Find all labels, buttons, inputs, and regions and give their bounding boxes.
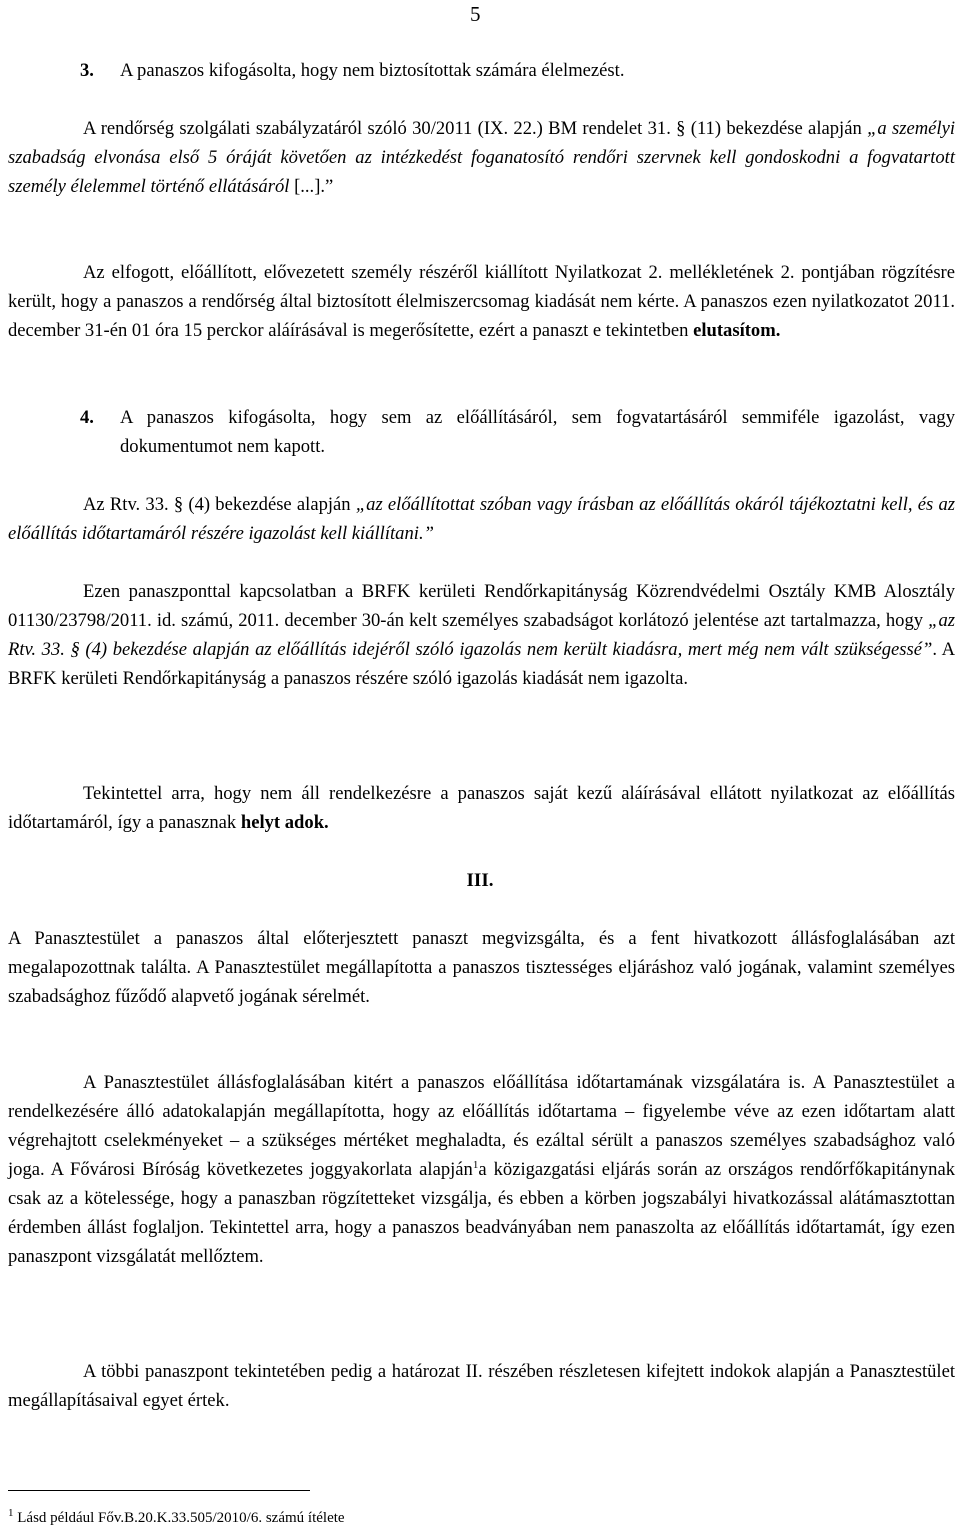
paragraph-detention-duration bbox=[8, 1068, 955, 1271]
footnote-text: Lásd például Főv.B.20.K.33.505/2010/6. számú ítélete bbox=[13, 1510, 345, 1526]
item-3-text: A panaszos kifogásolta, hogy nem biztosítottak számára élelmezést. bbox=[120, 60, 625, 81]
footnote-divider bbox=[8, 1490, 310, 1491]
regulation-quote: „a személyi szabadság elvonása első 5 óráját követően az intézkedést foganatosító rendőri szervnek kell gondoskodni a fogvatartott személy élelemmel történő ellátásáról bbox=[8, 118, 955, 197]
regulation-citation: A rendőrség szolgálati szabályzatáról szóló 30/2011 (IX. 22.) BM rendelet 31. § (11) bekezdése alapján bbox=[83, 118, 868, 139]
regulation-quote-end: [...].” bbox=[289, 176, 334, 197]
paragraph-other-points: A többi panaszpont tekintetében pedig a határozat II. részében részletesen kifejtett indokok alapján a Panasztestület megállapításaival egyet értek. bbox=[8, 1361, 955, 1411]
page-number: 5 bbox=[470, 2, 481, 26]
item-3-number: 3. bbox=[80, 60, 94, 81]
section-heading: III. bbox=[466, 870, 494, 891]
footnote bbox=[8, 1508, 345, 1528]
report-quote: „az Rtv. 33. § (4) bekezdése alapján az előállítás idejéről szóló igazolás nem került kiadásra, mert még nem vált szükségessé” bbox=[8, 610, 955, 660]
detention-text-b: a közigazgatási eljárás során az országos rendőrfőkapitánynak csak az a kötelessége, hogy a panaszban rögzítetteket vizsgálja, és ebben a körben jogszabályi hivatkozással alátámasztottan érdemben állást foglaljon. Tekintettel arra, hogy a panaszos beadványában nem panaszolta az előállítás időtartamát, így ezen panaszpont vizsgálatát mellőztem. bbox=[8, 1159, 956, 1267]
item-4-number: 4. bbox=[80, 407, 94, 428]
footnote-reference: 1 bbox=[472, 1158, 479, 1171]
paragraph-upheld bbox=[8, 779, 955, 837]
paragraph-report bbox=[8, 577, 955, 693]
report-text: Ezen panaszponttal kapcsolatban a BRFK kerületi Rendőrkapitányság Közrendvédelmi Osztály KMB Alosztály 01130/23798/2011. id. számú, 2011. december 30-án kelt személyes szabadságot korlátozó jelentése azt tartalmazza, hogy bbox=[8, 581, 955, 631]
decision-upheld: helyt adok. bbox=[240, 812, 329, 833]
upheld-text: Tekintettel arra, hogy nem áll rendelkezésre a panaszos saját kezű aláírásával ellátott nyilatkozat az előállítás időtartamáról, így a panasznak bbox=[8, 783, 955, 833]
paragraph-declaration bbox=[8, 258, 955, 345]
rtv-quote: „az előállítottat szóban vagy írásban az előállítás okáról tájékoztatni kell, és az előállítás időtartamáról részére igazolást kell kiállítani.” bbox=[8, 494, 955, 544]
paragraph-rtv-quote bbox=[8, 490, 955, 548]
decision-rejected: elutasítom. bbox=[693, 320, 781, 341]
declaration-text: Az elfogott, előállított, elővezetett személy részéről kiállított Nyilatkozat 2. mellékletének 2. pontjában rögzítésre került, hogy a panaszos a rendőrség által biztosított élelmiszercsomag kiadását nem kérte. A panaszos ezen nyilatkozatot 2011. december 31-én 01 óra 15 perckor aláírásával is megerősítette, ezért a panaszt e tekintetben bbox=[8, 262, 955, 341]
rtv-citation: Az Rtv. 33. § (4) bekezdése alapján bbox=[83, 494, 356, 515]
report-tail: . A BRFK kerületi Rendőrkapitányság a panaszos részére szóló igazolás kiadását nem igazolta. bbox=[8, 639, 956, 689]
paragraph-board-findings: A Panasztestület a panaszos által előterjesztett panaszt megvizsgálta, és a fent hivatkozott állásfoglalásában azt megalapozottnak találta. A Panasztestület megállapította a panaszos tisztességes eljáráshoz való jogának, valamint személyes szabadsághoz fűződő alapvető jogának sérelmét. bbox=[8, 928, 955, 1007]
item-4-text: A panaszos kifogásolta, hogy sem az előállításáról, sem fogvatartásáról semmiféle igazolást, vagy dokumentumot nem kapott. bbox=[120, 407, 955, 457]
paragraph-regulation-quote bbox=[8, 114, 955, 201]
footnote-number: 1 bbox=[8, 1507, 14, 1519]
detention-text-a: A Panasztestület állásfoglalásában kitért a panaszos előállítása időtartamának vizsgálatára is. A Panasztestület a rendelkezésére álló adatokalapján megállapította, hogy az előállítás időtartama – figyelembe véve az ezen időtartam alatt végrehajtott cselekményeket – a szükséges mértéket meghaladta, és ezáltal sérült a panaszos személyes szabadsághoz való joga. A Fővárosi Bíróság következetes joggyakorlata alapján bbox=[8, 1072, 955, 1180]
